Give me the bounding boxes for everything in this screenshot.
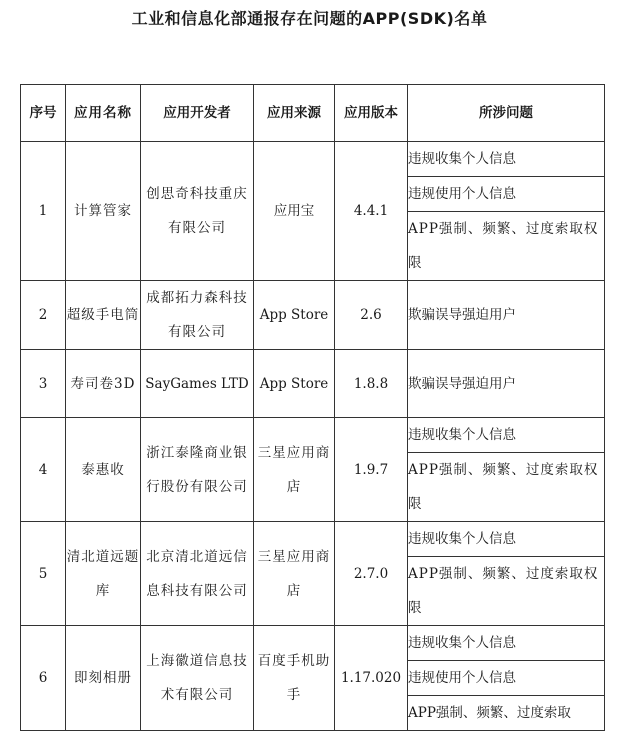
row-source: App Store <box>254 350 335 418</box>
row-no: 4 <box>21 418 66 522</box>
row-app-name: 泰惠收 <box>66 418 141 522</box>
report-table <box>20 84 605 731</box>
row-issue: 违规使用个人信息 <box>408 177 605 212</box>
row-issue: 欺骗误导强迫用户 <box>408 350 605 418</box>
table-row <box>21 142 605 177</box>
row-developer: SayGames LTD <box>141 350 254 418</box>
row-no: 2 <box>21 281 66 350</box>
row-developer: 上海徽道信息技术有限公司 <box>141 626 254 731</box>
row-developer: 北京清北道远信息科技有限公司 <box>141 522 254 626</box>
row-app-name: 即刻相册 <box>66 626 141 731</box>
row-issue: APP强制、频繁、过度索取权限 <box>408 212 605 281</box>
row-issue: APP强制、频繁、过度索取权限 <box>408 557 605 626</box>
row-issue: 违规收集个人信息 <box>408 142 605 177</box>
row-version: 1.9.7 <box>335 418 408 522</box>
row-app-name: 清北道远题库 <box>66 522 141 626</box>
table-row <box>21 281 605 350</box>
row-no: 1 <box>21 142 66 281</box>
header-issues: 所涉问题 <box>408 85 605 142</box>
row-issue: APP强制、频繁、过度索取 <box>408 696 605 731</box>
row-issue: 欺骗误导强迫用户 <box>408 281 605 350</box>
table-row <box>21 626 605 661</box>
row-app-name: 超级手电筒 <box>66 281 141 350</box>
row-version: 4.4.1 <box>335 142 408 281</box>
row-version: 1.17.020 <box>335 626 408 731</box>
row-no: 6 <box>21 626 66 731</box>
row-version: 2.6 <box>335 281 408 350</box>
row-source: App Store <box>254 281 335 350</box>
table-row <box>21 522 605 557</box>
header-no: 序号 <box>21 85 66 142</box>
table-row <box>21 418 605 453</box>
row-app-name: 寿司卷3D <box>66 350 141 418</box>
page-title: 工业和信息化部通报存在问题的APP(SDK)名单 <box>131 9 488 28</box>
table-row <box>21 350 605 418</box>
row-developer: 成都拓力森科技有限公司 <box>141 281 254 350</box>
row-version: 2.7.0 <box>335 522 408 626</box>
row-no: 5 <box>21 522 66 626</box>
row-issue: 违规收集个人信息 <box>408 418 605 453</box>
row-version: 1.8.8 <box>335 350 408 418</box>
row-issue: 违规收集个人信息 <box>408 626 605 661</box>
row-issue: APP强制、频繁、过度索取权限 <box>408 453 605 522</box>
header-developer: 应用开发者 <box>141 85 254 142</box>
row-issue: 违规收集个人信息 <box>408 522 605 557</box>
table-header-row <box>21 85 605 142</box>
row-issue: 违规使用个人信息 <box>408 661 605 696</box>
header-source: 应用来源 <box>254 85 335 142</box>
row-source: 三星应用商店 <box>254 418 335 522</box>
row-source: 应用宝 <box>254 142 335 281</box>
header-app: 应用名称 <box>66 85 141 142</box>
row-source: 三星应用商店 <box>254 522 335 626</box>
row-developer: 浙江泰隆商业银行股份有限公司 <box>141 418 254 522</box>
header-version: 应用版本 <box>335 85 408 142</box>
row-app-name: 计算管家 <box>66 142 141 281</box>
row-source: 百度手机助手 <box>254 626 335 731</box>
row-developer: 创思奇科技重庆有限公司 <box>141 142 254 281</box>
row-no: 3 <box>21 350 66 418</box>
